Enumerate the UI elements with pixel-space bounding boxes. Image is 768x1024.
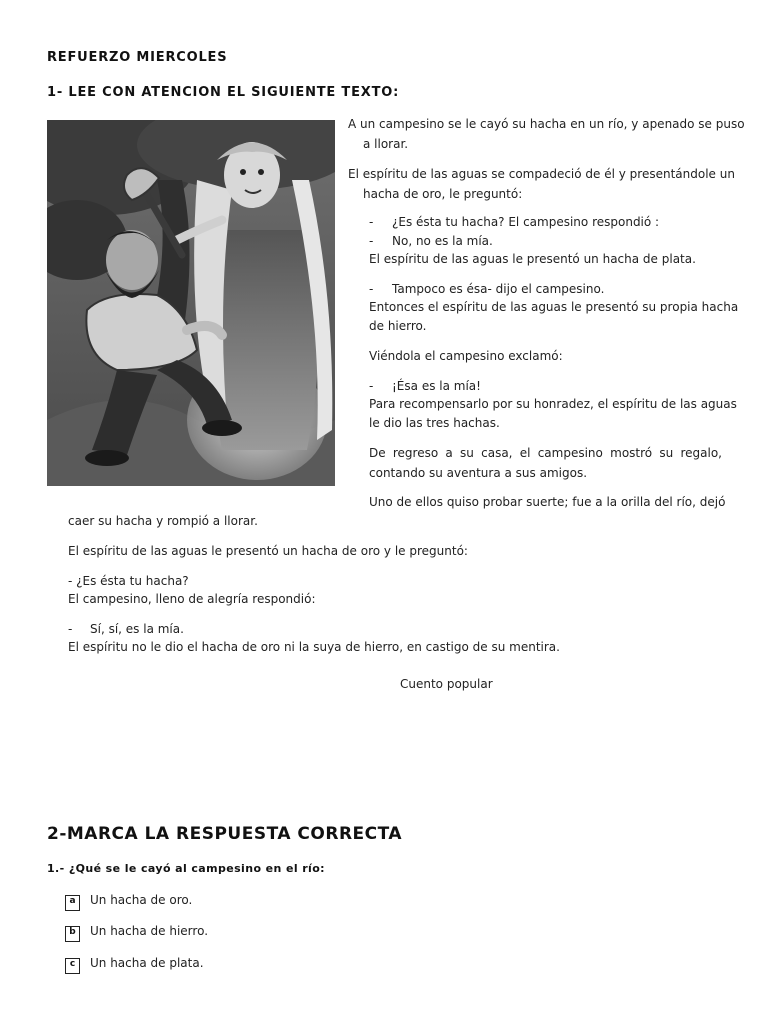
dialogue-2: Tampoco es ésa- dijo el campesino. — [392, 282, 605, 296]
option-a-checkbox[interactable]: a — [65, 895, 80, 911]
question-1-text: 1.- ¿Qué se le cayó al campesino en el río: — [47, 862, 325, 875]
narration-ending: El espíritu no le dio el hacha de oro ni la suya de hierro, en castigo de su mentira. — [68, 640, 560, 654]
dialogue-1-line-1: ¿Es ésta tu hacha? El campesino respondió : — [392, 215, 660, 229]
dialogue-dash: - — [369, 234, 374, 248]
story-paragraph-5-line-1: Uno de ellos quiso probar suerte; fue a la orilla del río, dejó — [369, 495, 726, 509]
story-illustration — [47, 120, 335, 486]
dialogue-3: ¡Ésa es la mía! — [392, 379, 481, 393]
page-title: REFUERZO MIERCOLES — [47, 50, 228, 65]
option-c-checkbox[interactable]: c — [65, 958, 80, 974]
option-a-label: Un hacha de oro. — [90, 893, 193, 907]
option-b-label: Un hacha de hierro. — [90, 924, 209, 938]
narration-after-dialogue-3-line-1: Para recompensarlo por su honradez, el espíritu de las aguas — [369, 397, 737, 411]
story-paragraph-4-line-2: contando su aventura a sus amigos. — [369, 466, 588, 480]
dialogue-dash: - — [369, 379, 374, 393]
narration-after-dialogue-1: El espíritu de las aguas le presentó un hacha de plata. — [369, 252, 696, 266]
dialogue-1-line-2: No, no es la mía. — [392, 234, 493, 248]
story-paragraph-2-line-2: hacha de oro, le preguntó: — [363, 187, 523, 201]
story-paragraph-5-line-2: caer su hacha y rompió a llorar. — [68, 514, 258, 528]
section1-heading: 1- LEE CON ATENCION EL SIGUIENTE TEXTO: — [47, 85, 400, 100]
option-c-label: Un hacha de plata. — [90, 956, 204, 970]
story-paragraph-7-line-2: El campesino, lleno de alegría respondió: — [68, 592, 316, 606]
story-paragraph-3: Viéndola el campesino exclamó: — [369, 349, 563, 363]
dialogue-dash: - — [369, 215, 374, 229]
dialogue-dash: - — [369, 282, 374, 296]
dialogue-4: Sí, sí, es la mía. — [90, 622, 184, 636]
story-paragraph-6: El espíritu de las aguas le presentó un hacha de oro y le preguntó: — [68, 544, 468, 558]
story-paragraph-2-line-1: El espíritu de las aguas se compadeció de él y presentándole un — [348, 167, 735, 181]
story-paragraph-4-line-1: De regreso a su casa, el campesino mostró su regalo, — [369, 446, 722, 460]
option-b-checkbox[interactable]: b — [65, 926, 80, 942]
narration-after-dialogue-3-line-2: le dio las tres hachas. — [369, 416, 500, 430]
story-paragraph-1-line-1: A un campesino se le cayó su hacha en un río, y apenado se puso — [348, 117, 745, 131]
narration-after-dialogue-2-line-1: Entonces el espíritu de las aguas le presentó su propia hacha — [369, 300, 739, 314]
narration-after-dialogue-2-line-2: de hierro. — [369, 319, 427, 333]
story-paragraph-1-line-2: a llorar. — [363, 137, 409, 151]
section2-heading: 2-MARCA LA RESPUESTA CORRECTA — [47, 824, 403, 844]
dialogue-dash: - — [68, 622, 73, 636]
story-paragraph-7-line-1: - ¿Es ésta tu hacha? — [68, 574, 189, 588]
story-source: Cuento popular — [400, 677, 493, 691]
